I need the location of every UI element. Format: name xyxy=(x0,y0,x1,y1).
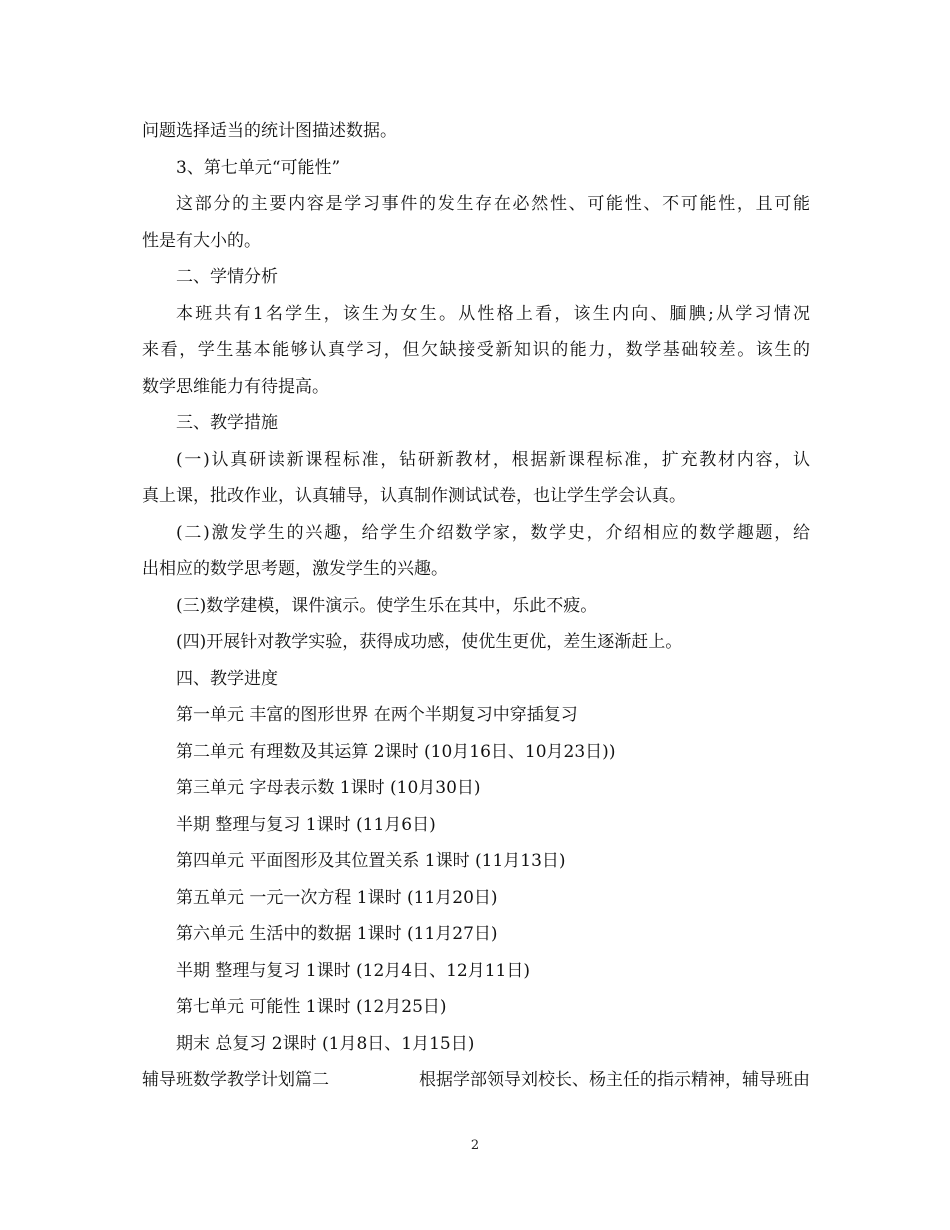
schedule-item: 半期 整理与复习 1课时 (11月6日) xyxy=(176,814,436,835)
paragraph-line: 这部分的主要内容是学习事件的发生存在必然性、可能性、不可能性，且可能 xyxy=(176,194,810,214)
document-body xyxy=(142,113,810,1099)
schedule-item: 第一单元 丰富的图形世界 在两个半期复习中穿插复习 xyxy=(176,705,578,725)
paragraph-line: (三)数学建模，课件演示。使学生乐在其中，乐此不疲。 xyxy=(176,595,598,616)
paragraph-line: 来看，学生基本能够认真学习，但欠缺接受新知识的能力，数学基础较差。该生的 xyxy=(142,340,810,360)
schedule-item: 第四单元 平面图形及其位置关系 1课时 (11月13日) xyxy=(176,851,566,871)
paragraph-line: (一)认真研读新课程标准，钻研新教材，根据新课程标准，扩充教材内容，认 xyxy=(176,449,810,470)
section-heading: 3、第七单元“可能性” xyxy=(176,157,341,178)
section-heading: 三、教学措施 xyxy=(176,413,278,433)
page-number: 2 xyxy=(470,1138,480,1153)
paragraph-line: (四)开展针对教学实验，获得成功感，使优生更优，差生逐渐赶上。 xyxy=(176,632,683,652)
next-section-title: 辅导班数学教学计划篇二 xyxy=(142,1070,329,1090)
paragraph-line: 真上课，批改作业，认真辅导，认真制作测试试卷，也让学生学会认真。 xyxy=(142,486,686,506)
next-section-text: 根据学部领导刘校长、杨主任的指示精神，辅导班由 xyxy=(419,1070,810,1090)
schedule-item: 第三单元 字母表示数 1课时 (10月30日) xyxy=(176,778,481,798)
paragraph-line: 数学思维能力有待提高。 xyxy=(142,376,329,397)
schedule-item: 第五单元 一元一次方程 1课时 (11月20日) xyxy=(176,887,498,908)
section-heading: 二、学情分析 xyxy=(176,267,278,287)
schedule-item: 期末 总复习 2课时 (1月8日、1月15日) xyxy=(176,1033,475,1054)
schedule-item: 半期 整理与复习 1课时 (12月4日、12月11日) xyxy=(176,960,531,981)
paragraph-line: 出相应的数学思考题，激发学生的兴趣。 xyxy=(142,559,448,579)
section-heading: 四、教学进度 xyxy=(176,668,278,689)
paragraph-line: 性是有大小的。 xyxy=(142,230,261,251)
paragraph-line: (二)激发学生的兴趣，给学生介绍数学家，数学史，介绍相应的数学趣题，给 xyxy=(176,522,810,543)
text-line: 问题选择适当的统计图描述数据。 xyxy=(142,121,397,141)
paragraph-line: 本班共有1名学生，该生为女生。从性格上看，该生内向、腼腆;从学习情况 xyxy=(176,303,810,324)
schedule-item: 第七单元 可能性 1课时 (12月25日) xyxy=(176,997,447,1017)
schedule-item: 第六单元 生活中的数据 1课时 (11月27日) xyxy=(176,924,498,944)
schedule-item: 第二单元 有理数及其运算 2课时 (10月16日、10月23日)) xyxy=(176,741,616,762)
next-section-line xyxy=(142,1062,810,1099)
